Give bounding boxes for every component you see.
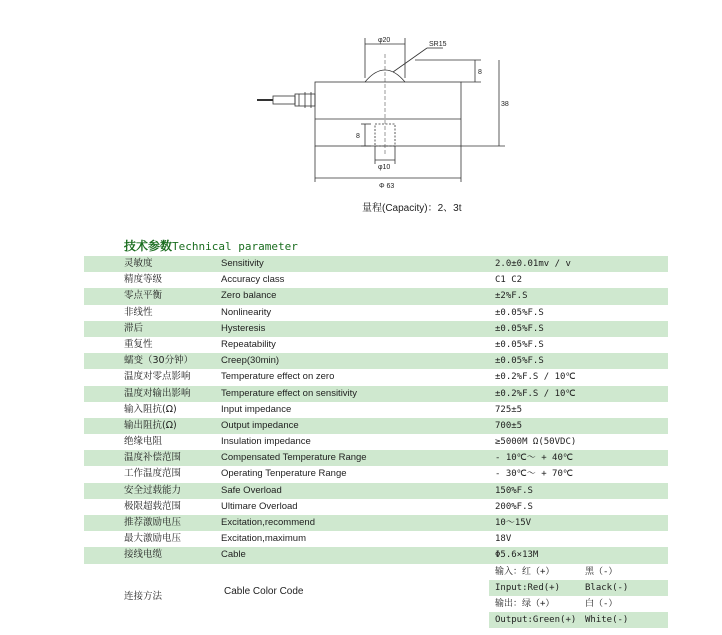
parameter-name-cn: 安全过载能力 [124,484,182,496]
parameter-name-cn: 温度对零点影响 [124,371,191,383]
parameter-value: Φ5.6×13M [495,550,539,561]
parameter-row [84,434,668,450]
cable-code-a: Input:Red(+) [495,583,561,593]
parameter-value: - 10℃～ + 40℃ [495,453,573,464]
cable-code-b: Black(-) [585,583,629,593]
parameter-name-en: Accuracy class [221,274,285,286]
parameter-value: ≥5000M Ω(50VDC) [495,437,577,448]
capacity-caption: 量程(Capacity)：2、3t [362,203,462,214]
parameter-value: ±0.2%F.S / 10℃ [495,388,576,399]
parameter-row [84,256,668,272]
parameter-row [84,305,668,321]
parameter-name-en: Insulation impedance [221,436,311,448]
parameter-name-cn: 最大激励电压 [124,533,182,545]
parameter-name-en: Repeatability [221,338,276,350]
parameter-name-en: Output impedance [221,419,299,431]
parameter-row [84,353,668,369]
parameter-value: 10～15V [495,518,532,528]
parameter-name-cn: 灵敏度 [124,258,153,269]
parameter-name-en: Sensitivity [221,258,264,269]
parameter-name-cn: 输出阻抗(Ω) [124,419,177,431]
parameter-row [84,466,668,482]
cable-code-label-en: Cable Color Code [224,586,304,597]
parameter-row [84,288,668,304]
parameter-row [84,402,668,418]
cable-code-a: Output:Green(+) [495,615,577,625]
cable-code-b: 白（-） [585,599,618,609]
parameter-value: 700±5 [495,420,523,431]
parameter-name-cn: 精度等级 [124,274,163,286]
parameter-name-en: Hysteresis [221,322,266,334]
parameter-name-cn: 工作温度范围 [124,468,182,480]
parameter-row [84,369,668,385]
parameter-value: ±0.05%F.S [495,356,544,367]
cable-code-label-cn: 连接方法 [124,591,163,602]
parameter-name-cn: 绝缘电阻 [124,436,163,448]
parameter-row [84,515,668,531]
parameter-value: ±0.2%F.S / 10℃ [495,372,576,383]
parameter-name-en: Zero balance [221,290,277,302]
load-cell-drawing [245,30,515,220]
parameter-name-cn: 推荐激励电压 [124,517,182,528]
parameter-name-en: Compensated Temperature Range [221,452,367,464]
dim-sphere-radius: SR15 [429,41,447,48]
parameter-row [84,547,668,563]
parameter-value: ±2%F.S [495,291,528,302]
parameter-table [84,256,668,564]
parameter-name-en: Temperature effect on zero [221,371,335,383]
parameter-name-cn: 蠕变（30分钟） [124,355,194,367]
parameter-row [84,531,668,547]
parameter-name-cn: 零点平衡 [124,290,163,302]
parameter-row [84,418,668,434]
dim-top-width: φ20 [378,37,391,44]
parameter-name-cn: 非线性 [124,306,153,318]
dim-body-dia: Φ 63 [379,183,395,190]
load-cell-body [315,82,461,146]
dim-total-height: 38 [501,101,509,108]
cable-code-row [489,596,668,612]
parameter-value: ±0.05%F.S [495,323,544,334]
parameter-row [84,337,668,353]
parameter-value: ±0.05%F.S [495,339,544,350]
parameter-name-en: Excitation,maximum [221,533,306,545]
parameter-name-en: Safe Overload [221,484,282,496]
parameter-name-en: Operating Tenperature Range [221,468,347,480]
parameter-name-en: Input impedance [221,403,292,415]
parameter-name-en: Creep(30min) [221,355,280,367]
parameter-row [84,483,668,499]
cable-code-row [489,564,668,580]
parameter-name-cn: 接线电缆 [124,549,163,561]
parameter-name-en: Nonlinearity [221,306,272,318]
parameter-name-cn: 极限超载范围 [124,500,182,512]
parameter-name-cn: 温度补偿范围 [124,452,182,464]
cable-code-row [489,612,668,628]
cable-code-b: White(-) [585,615,629,625]
parameter-name-en: Excitation,recommend [221,517,315,528]
section-title-en: Technical parameter [172,240,298,253]
dim-cap-height: 8 [478,69,482,76]
cable-color-code-block [84,564,668,628]
dim-hole-depth: 8 [356,133,360,140]
parameter-value: 200%F.S [495,501,533,512]
cable-code-b: 黑（-） [585,567,618,577]
parameter-value: - 30℃～ + 70℃ [495,469,573,480]
parameter-name-en: Ultimare Overload [221,500,298,512]
cable-code-a: 输出：绿（+） [495,599,555,609]
cable-code-a: 输入：红（+） [495,567,555,577]
parameter-value: 150%F.S [495,485,533,496]
parameter-name-cn: 滞后 [124,322,144,334]
parameter-name-cn: 输入阻抗(Ω) [124,403,177,415]
parameter-name-cn: 重复性 [124,338,153,350]
parameter-row [84,386,668,402]
cable-code-row [489,580,668,596]
parameter-row [84,272,668,288]
parameter-name-en: Cable [221,549,246,561]
parameter-row [84,450,668,466]
parameter-value: 725±5 [495,404,523,415]
parameter-name-cn: 温度对输出影响 [124,387,191,399]
parameter-value: C1 C2 [495,275,523,286]
parameter-name-en: Temperature effect on sensitivity [221,387,358,399]
parameter-value: ±0.05%F.S [495,307,544,318]
dim-hole-dia: φ10 [378,164,391,171]
parameter-row [84,321,668,337]
section-title [124,237,298,254]
parameter-value: 2.0±0.01mv / v [495,259,571,269]
parameter-value: 18V [495,534,512,545]
parameter-row [84,499,668,515]
section-title-cn: 技术参数 [124,239,173,253]
